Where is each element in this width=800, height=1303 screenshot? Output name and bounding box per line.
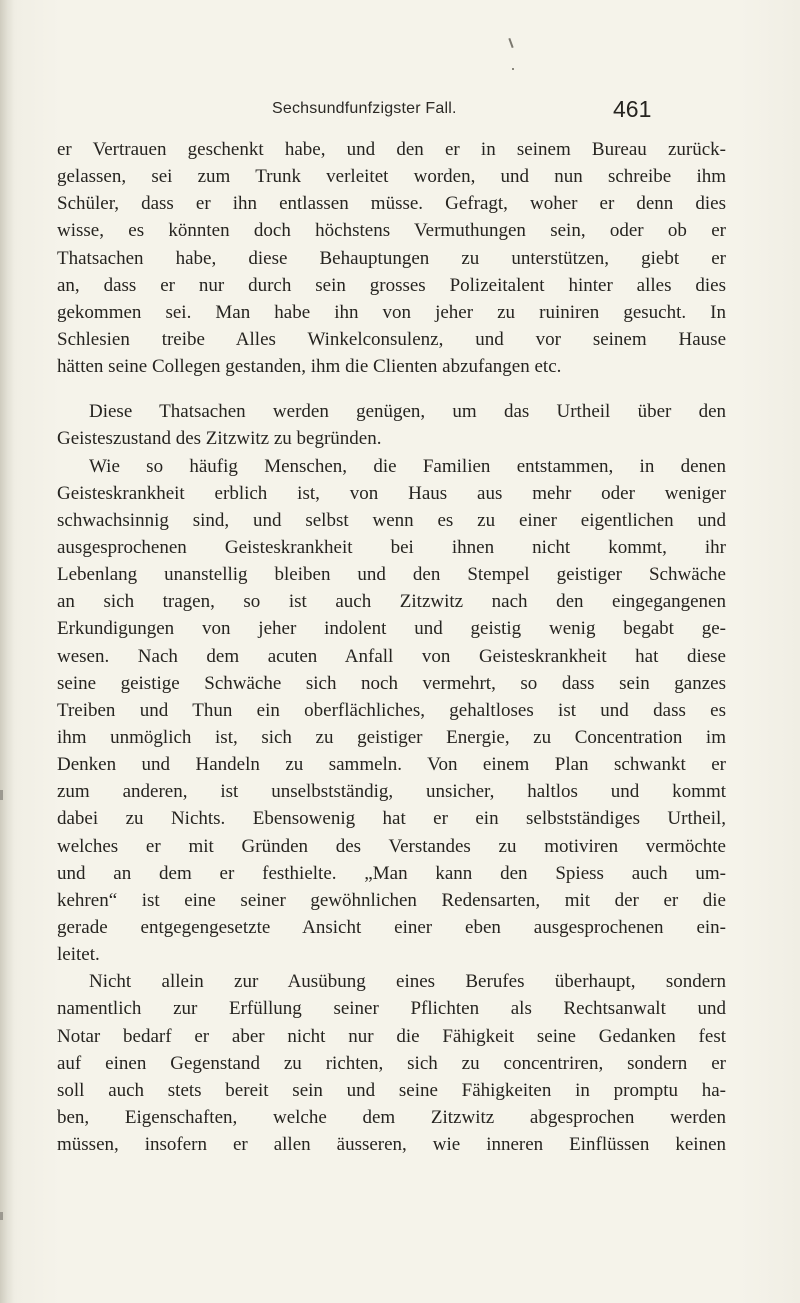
text-line: Thatsachen habe, diese Behauptungen zu unterstützen, giebt er	[57, 247, 726, 269]
text-line: welches er mit Gründen des Verstandes zu motiviren vermöchte	[57, 835, 726, 857]
text-line: Schüler, dass er ihn entlassen müsse. Gefragt, woher er denn dies	[57, 193, 726, 215]
text-line: dabei zu Nichts. Ebensowenig hat er ein selbstständiges Urtheil,	[57, 808, 726, 830]
binding-shadow	[0, 0, 14, 1303]
text-line: an sich tragen, so ist auch Zitzwitz nach den eingegangenen	[57, 591, 726, 613]
paragraph	[57, 453, 726, 969]
text-line: ausgesprochenen Geisteskrankheit bei ihnen nicht kommt, ihr	[57, 536, 726, 558]
text-line: leitet.	[57, 944, 100, 966]
text-line: ben, Eigenschaften, welche dem Zitzwitz abgesprochen werden	[57, 1106, 726, 1128]
paragraph-gap	[57, 380, 726, 398]
text-line: Wie so häufig Menschen, die Familien entstammen, in denen	[89, 455, 726, 477]
text-line: und an dem er festhielte. „Man kann den Spiess auch um-	[57, 862, 726, 884]
text-line: schwachsinnig sind, und selbst wenn es zu einer eigentlichen und	[57, 509, 726, 531]
text-line: müssen, insofern er allen äusseren, wie inneren Einflüssen keinen	[57, 1134, 726, 1156]
text-line: seine geistige Schwäche sich noch vermehrt, so dass sein ganzes	[57, 672, 726, 694]
text-line: wesen. Nach dem acuten Anfall von Geisteskrankheit hat diese	[57, 645, 726, 667]
text-line: Denken und Handeln zu sammeln. Von einem Plan schwankt er	[57, 754, 726, 776]
text-line: Geisteszustand des Zitzwitz zu begründen.	[57, 428, 382, 450]
running-head	[272, 96, 672, 124]
text-line: kehren“ ist eine seiner gewöhnlichen Redensarten, mit der er die	[57, 889, 726, 911]
text-line: ihm unmöglich ist, sich zu geistiger Energie, zu Concentration im	[57, 726, 726, 748]
edge-speck	[0, 1212, 3, 1220]
paragraph	[57, 968, 726, 1158]
text-line: namentlich zur Erfüllung seiner Pflichten als Rechtsanwalt und	[57, 998, 726, 1020]
edge-speck	[0, 790, 3, 800]
text-line: auf einen Gegenstand zu richten, sich zu concentriren, sondern er	[57, 1052, 726, 1074]
text-line: zum anderen, ist unselbstständig, unsicher, haltlos und kommt	[57, 781, 726, 803]
text-line: hätten seine Collegen gestanden, ihm die Clienten abzufangen etc.	[57, 356, 562, 378]
text-line: er Vertrauen geschenkt habe, und den er in seinem Bureau zurück-	[57, 139, 726, 160]
scan-mark	[508, 38, 513, 48]
paragraph	[57, 398, 726, 452]
body-text	[57, 136, 726, 1158]
text-line: Geisteskrankheit erblich ist, von Haus aus mehr oder weniger	[57, 482, 726, 504]
text-line: gekommen sei. Man habe ihn von jeher zu ruiniren gesucht. In	[57, 301, 726, 323]
text-line: Schlesien treibe Alles Winkelconsulenz, und vor seinem Hause	[57, 328, 726, 350]
text-line: soll auch stets bereit sein und seine Fähigkeiten in promptu ha-	[57, 1079, 726, 1101]
page-number: 461	[613, 96, 652, 122]
text-line: Lebenlang unanstellig bleiben und den Stempel geistiger Schwäche	[57, 564, 726, 586]
text-line: gerade entgegengesetzte Ansicht einer eben ausgesprochenen ein-	[57, 916, 726, 938]
text-line: Nicht allein zur Ausübung eines Berufes überhaupt, sondern	[89, 971, 726, 993]
paragraph	[57, 136, 726, 380]
text-line: an, dass er nur durch sein grosses Polizeitalent hinter alles dies	[57, 274, 726, 296]
text-line: Diese Thatsachen werden genügen, um das Urtheil über den	[89, 401, 726, 423]
text-line: Notar bedarf er aber nicht nur die Fähigkeit seine Gedanken fest	[57, 1025, 726, 1047]
text-line: wisse, es könnten doch höchstens Vermuthungen sein, oder ob er	[57, 220, 726, 242]
text-line: Treiben und Thun ein oberflächliches, gehaltloses ist und dass es	[57, 699, 726, 721]
scan-dot	[512, 68, 514, 70]
text-line: gelassen, sei zum Trunk verleitet worden, und nun schreibe ihm	[57, 166, 726, 188]
running-title: Sechsundfunfzigster Fall.	[272, 100, 457, 117]
text-line: Erkundigungen von jeher indolent und geistig wenig begabt ge-	[57, 618, 726, 640]
